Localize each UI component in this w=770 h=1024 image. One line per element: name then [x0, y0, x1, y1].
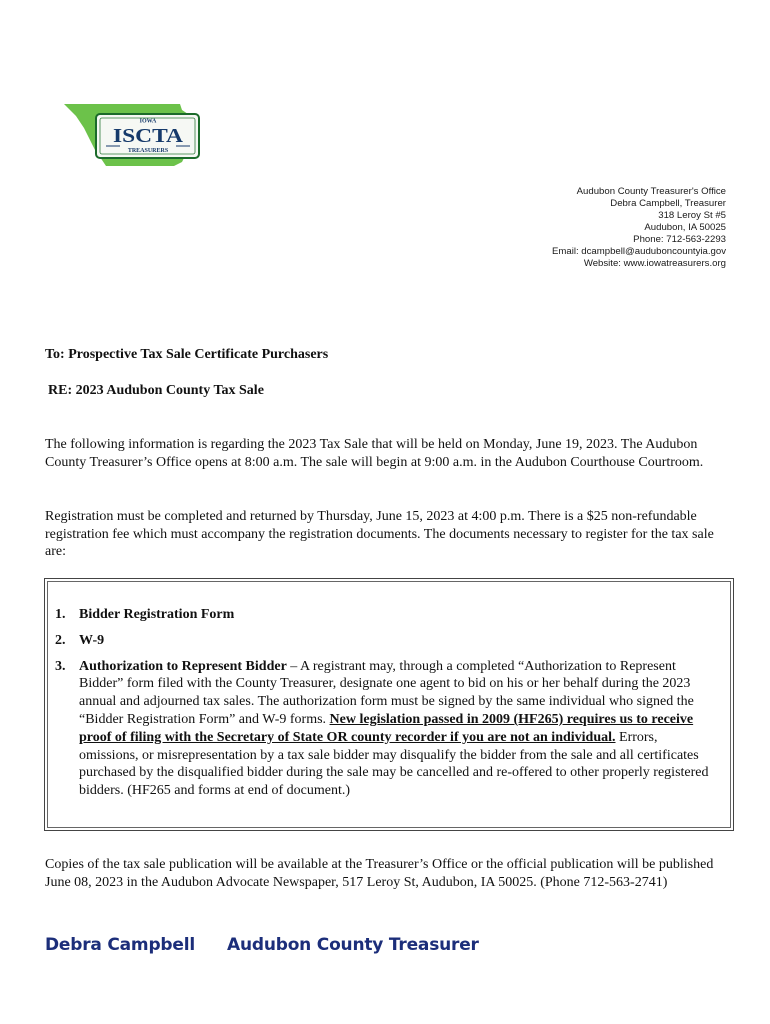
requirement-item — [55, 632, 719, 650]
requirement-item — [55, 658, 719, 800]
requirement-text: – A registrant may, through a completed “Authorization to Represent Bidder” form filed with the County Treasurer, designate one agent to bid on his or her behalf during the 2023 annual and adjourned tax sales. The authorization form must be signed by the same individual who signed the “Bidder Registration Form” and W-9 forms. — [79, 658, 694, 727]
re-line: RE: 2023 Audubon County Tax Sale — [48, 383, 264, 398]
registration-paragraph: Registration must be completed and returned by Thursday, June 15, 2023 at 4:00 p.m. There is a $25 non-refundable registration fee which must accompany the registration documents. The documents necessary to register for the tax sale are: — [45, 509, 714, 559]
street-address: 318 Leroy St #5 — [658, 210, 726, 221]
letterhead-address — [406, 186, 726, 270]
requirement-title: W-9 — [79, 632, 105, 648]
treasurer-name: Debra Campbell, Treasurer — [610, 198, 726, 209]
phone-number: Phone: 712-563-2293 — [633, 234, 726, 245]
to-line: To: Prospective Tax Sale Certificate Purchasers — [45, 347, 329, 362]
requirement-title: Bidder Registration Form — [79, 607, 235, 622]
signature-title: Audubon County Treasurer — [227, 935, 479, 955]
email-address: Email: dcampbell@auduboncountyia.gov — [551, 246, 726, 257]
requirement-number: 3. — [55, 658, 66, 674]
city-state-zip: Audubon, IA 50025 — [644, 222, 726, 233]
requirement-number: 2. — [55, 632, 66, 648]
logo-subtitle-text: TREASURERS — [127, 148, 169, 154]
sale-info-paragraph: The following information is regarding the 2023 Tax Sale that will be held on Monday, June 19, 2023. The Audubon County Treasurer’s Office opens at 8:00 a.m. The sale will begin at 9:00 a.m. in the Audubon Courthouse Courtroom. — [45, 437, 704, 470]
legislation-notice: New legislation passed in 2009 (HF265) requires us to receive proof of filing with the Secretary of State OR county recorder if you are not an individual. — [79, 711, 694, 745]
requirement-item — [55, 606, 719, 624]
requirement-title: Authorization to Represent Bidder — [79, 658, 287, 674]
logo-name-text: ISCTA — [113, 125, 184, 147]
iscta-logo — [62, 102, 202, 168]
office-name: Audubon County Treasurer's Office — [576, 186, 726, 197]
requirements-list — [55, 606, 719, 808]
website-address: Website: www.iowatreasurers.org — [583, 258, 726, 269]
requirement-number: 1. — [55, 607, 66, 622]
logo-state-text: IOWA — [139, 118, 157, 125]
publication-paragraph: Copies of the tax sale publication will be available at the Treasurer’s Office or the official publication will be published June 08, 2023 in the Audubon Advocate Newspaper, 517 Leroy St, Audubon, IA 50025. (Phone 712-563-2741) — [45, 857, 714, 890]
signature-name: Debra Campbell — [45, 935, 195, 955]
requirement-text: Errors, omissions, or misrepresentation by a tax sale bidder may disqualify the bidder from the sale and all certificates purchased by the disqualified bidder during the sale may be cancelled and re-offered to other properly registered bidders. (HF265 and forms at end of document.) — [79, 729, 709, 799]
